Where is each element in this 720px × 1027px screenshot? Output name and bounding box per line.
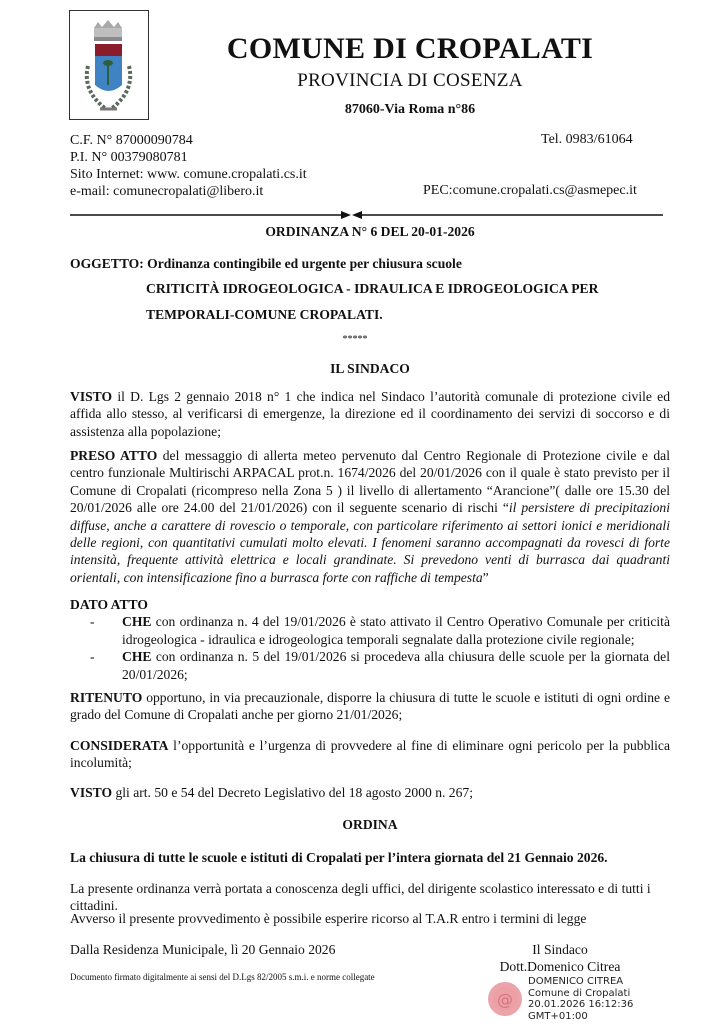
authority-heading: IL SINDACO	[330, 361, 410, 376]
municipality-title: COMUNE DI CROPALATI	[226, 32, 594, 65]
ritenuto-label: RITENUTO	[70, 690, 143, 705]
ordinance-number: ORDINANZA N° 6 DEL 20-01-2026	[265, 224, 475, 239]
considerata-label: CONSIDERATA	[70, 738, 169, 753]
phone: Tel. 0983/61064	[541, 132, 633, 147]
bullet-dash: -	[90, 649, 95, 665]
paragraph-preso-atto	[70, 447, 670, 586]
fiscal-code: C.F. N° 87000090784	[70, 133, 193, 148]
subject-line-3: TEMPORALI-COMUNE CROPALATI.	[146, 307, 383, 322]
signature-org: Comune di Cropalati	[528, 987, 631, 999]
ordina-heading: ORDINA	[342, 817, 398, 832]
paragraph-ritenuto	[70, 689, 670, 724]
considerata-text: l’opportunità e l’urgenza di provvedere al fine di eliminare ogni pericolo per la pubblica incolumità;	[70, 738, 670, 771]
paragraph-visto-dlgs	[70, 388, 670, 440]
notice-publication: La presente ordinanza verrà portata a conoscenza degli uffici, del dirigente scolastico interessato e di tutti i cittadini.	[70, 881, 651, 914]
vat-number: P.I. N° 00379080781	[70, 150, 188, 165]
paragraph-visto-tuel	[70, 784, 670, 801]
separator: *****	[342, 334, 368, 345]
preso-atto-label: PRESO ATTO	[70, 448, 158, 463]
arrow-right-icon	[341, 211, 351, 219]
list-item	[70, 648, 670, 683]
order-text: La chiusura di tutte le scuole e istituti di Cropalati per l’intera giornata del 21 Gennaio 2026.	[70, 850, 608, 865]
che-label: CHE	[122, 614, 152, 630]
subject-label: OGGETTO:	[70, 256, 144, 271]
paragraph-considerata	[70, 737, 670, 772]
signature-name: DOMENICO CITREA	[528, 976, 624, 987]
preso-atto-text: del messaggio di allerta meteo pervenuto dal Centro Regionale di Protezione civile e dal centro funzionale Multirischi ARPACAL prot.n. 1674/2026 del 20/01/2026 con il quale è stato previsto per il Comune di Cropalati (ricompreso nella Zona 5 ) il livello di allertamento “Arancione”( dalle ore 15.30 del 20/01/2026 alle ore 24.00 del 21/01/2026) con il seguente scenario di rischi “	[70, 448, 670, 516]
place-date: Dalla Residenza Municipale, lì 20 Gennaio 2026	[70, 942, 336, 957]
che-label: CHE	[122, 649, 152, 665]
email[interactable]: e-mail: comunecropalati@libero.it	[70, 184, 264, 199]
signature-datetime: 20.01.2026 16:12:36	[528, 999, 634, 1010]
province-name: PROVINCIA DI COSENZA	[297, 70, 523, 91]
visto-label: VISTO	[70, 389, 113, 404]
subject-line-2: CRITICITÀ IDROGEOLOGICA - IDRAULICA E IDROGEOLOGICA PER	[146, 281, 599, 296]
item-text: con ordinanza n. 4 del 19/01/2026 è stato attivato il Centro Operativo Comunale per criticità idrogeologica - idraulica e idrogeologica temporali segnalate dalla protezione civile regionale;	[122, 614, 670, 647]
dato-atto-label: DATO ATTO	[70, 597, 148, 612]
subject-text: Ordinanza contingibile ed urgente per chiusura scuole	[143, 256, 462, 271]
digital-seal-icon	[486, 980, 524, 1018]
signer-title: Il Sindaco	[532, 942, 588, 957]
digital-signature-note: Documento firmato digitalmente ai sensi del D.Lgs 82/2005 s.m.i. e norme collegate	[70, 972, 375, 982]
visto-text: il D. Lgs 2 gennaio 2018 n° 1 che indica nel Sindaco l’autorità comunale di protezione civile ed affida allo stesso, al verificarsi di emergenze, la direzione ed il coordinamento dei servizi di soccorso e di assistenza alla popolazione;	[70, 389, 670, 439]
quote-close: ”	[482, 569, 489, 585]
coat-of-arms-icon	[70, 11, 147, 118]
ritenuto-text: opportuno, in via precauzionale, disporre la chiusura di tutte le scuole e istituti di ogni ordine e grado del Comune di Cropalati anche per giorno 21/01/2026;	[70, 690, 670, 723]
subject	[70, 256, 462, 272]
visto-text: gli art. 50 e 54 del Decreto Legislativo del 18 agosto 2000 n. 267;	[112, 785, 473, 800]
pec-email[interactable]: PEC:comune.cropalati.cs@asmepec.it	[423, 183, 637, 198]
risk-scenario-quote: il persistere di precipitazioni diffuse, anche a carattere di rovescio o temporale, con particolare riferimento ai settori ionici e meridionali delle regioni, con quantitativi cumulati molto elevati. I fenomeni saranno accompagnati da rovesci di forte intensità, frequente attività elettrica e locali grandinate. Si prevedono venti di burrasca dai quadranti orientali, con intensificazione fino a burrasca forte con raffiche di tempesta	[70, 500, 670, 585]
signature-block	[528, 976, 633, 1022]
notice-appeal: Avverso il presente provvedimento è possibile esperire ricorso al T.A.R entro i termini di legge	[70, 911, 587, 926]
address: 87060-Via Roma n°86	[344, 102, 476, 117]
visto-label: VISTO	[70, 785, 113, 800]
svg-text:@: @	[497, 990, 513, 1009]
signature-timezone: GMT+01:00	[528, 1010, 588, 1022]
item-text: con ordinanza n. 5 del 19/01/2026 si procedeva alla chiusura delle scuole per la giornata del 20/01/2026;	[122, 649, 670, 682]
section-dato-atto	[70, 596, 670, 683]
municipal-coat-of-arms	[69, 10, 149, 120]
website[interactable]: Sito Internet: www. comune.cropalati.cs.it	[70, 167, 307, 182]
list-item	[70, 613, 670, 648]
bullet-dash: -	[90, 614, 95, 630]
header-divider	[70, 209, 663, 221]
signer-name: Dott.Domenico Citrea	[499, 959, 621, 974]
